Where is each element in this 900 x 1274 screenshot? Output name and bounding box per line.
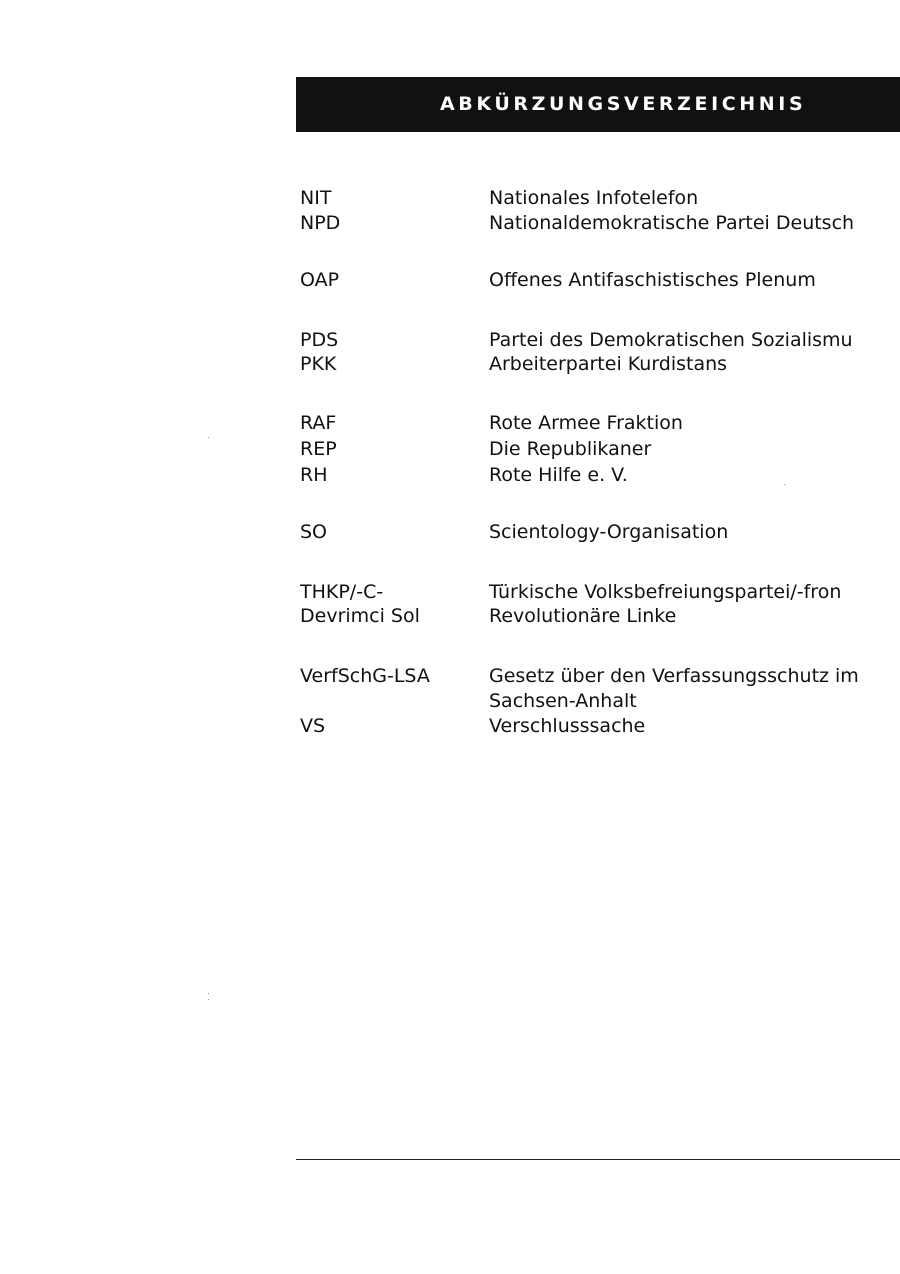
definition: Scientology-Organisation	[489, 521, 729, 543]
scan-speck	[208, 999, 209, 1000]
scan-speck	[208, 437, 209, 438]
footer-rule	[296, 1159, 900, 1160]
definition: Partei des Demokratischen Sozialismu	[489, 329, 853, 351]
definition: Die Republikaner	[489, 438, 652, 460]
scan-speck	[784, 484, 785, 485]
abbreviation: PKK	[300, 353, 337, 375]
abbreviation: REP	[300, 438, 337, 460]
definition: Revolutionäre Linke	[489, 605, 677, 627]
abbreviation: THKP/-C-	[300, 581, 384, 603]
definition: Sachsen-Anhalt	[489, 690, 637, 712]
definition: Nationales Infotelefon	[489, 187, 699, 209]
abbreviation: PDS	[300, 329, 339, 351]
definition: Rote Hilfe e. V.	[489, 464, 628, 486]
definition: Arbeiterpartei Kurdistans	[489, 353, 728, 375]
definition: Nationaldemokratische Partei Deutsch	[489, 212, 855, 234]
abbreviation: OAP	[300, 269, 340, 291]
scan-speck	[208, 993, 209, 994]
abbreviation: SO	[300, 521, 328, 543]
abbreviation: VerfSchG-LSA	[300, 665, 430, 687]
abbreviation: NIT	[300, 187, 332, 209]
definition: Rote Armee Fraktion	[489, 412, 683, 434]
abbreviation: RAF	[300, 412, 337, 434]
page-title: ABKÜRZUNGSVERZEICHNIS	[440, 93, 807, 115]
definition: Gesetz über den Verfassungsschutz im	[489, 665, 859, 687]
definition: Türkische Volksbefreiungspartei/-fron	[489, 581, 842, 603]
definition: Verschlusssache	[489, 715, 646, 737]
abbreviation: NPD	[300, 212, 341, 234]
abbreviation: Devrimci Sol	[300, 605, 420, 627]
abbreviation: VS	[300, 715, 326, 737]
abbreviation: RH	[300, 464, 328, 486]
definition: Offenes Antifaschistisches Plenum	[489, 269, 816, 291]
